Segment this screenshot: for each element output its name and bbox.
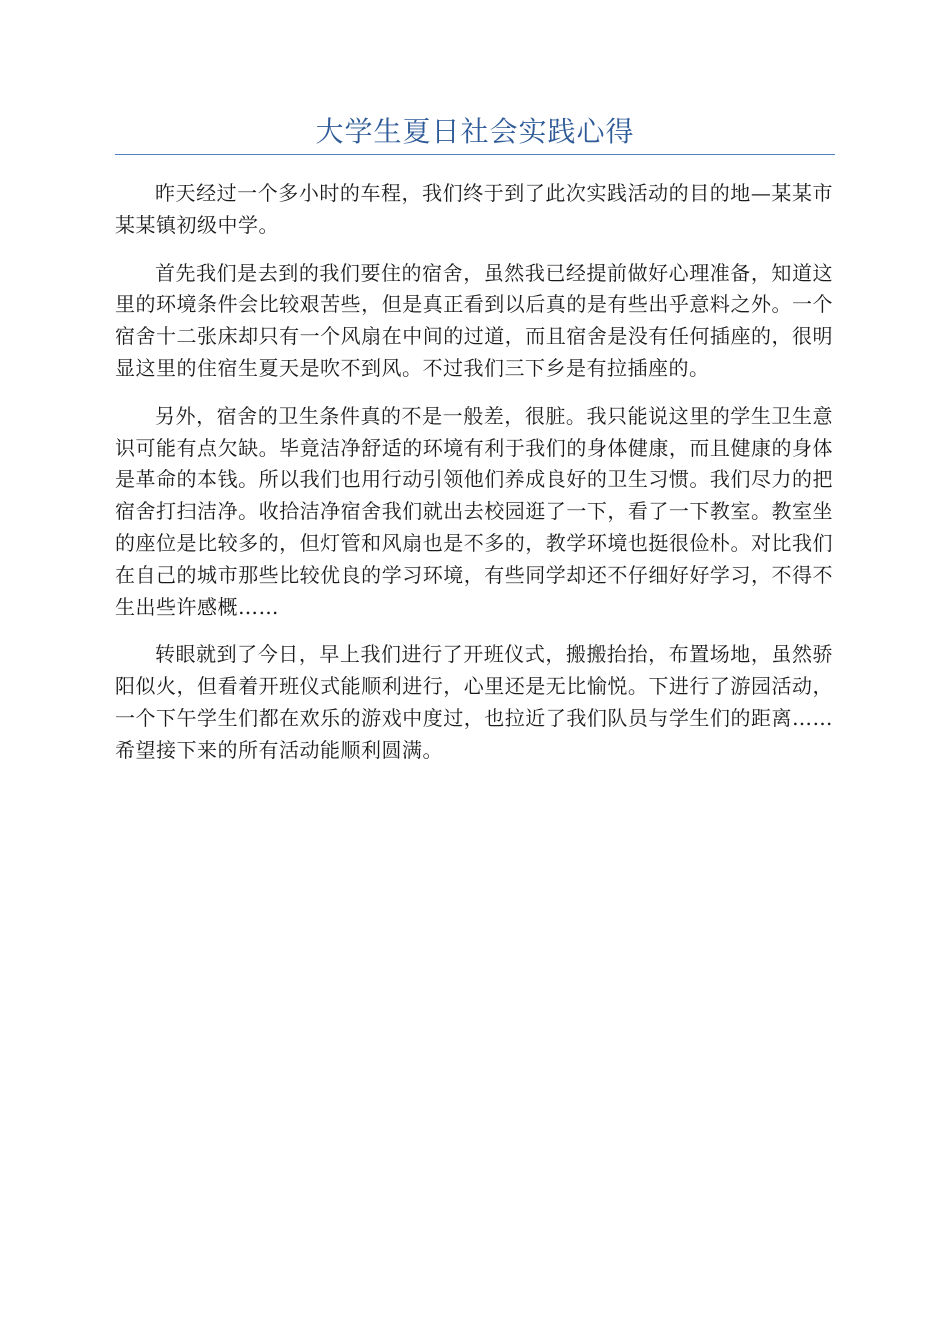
paragraph-1: 昨天经过一个多小时的车程，我们终于到了此次实践活动的目的地—某某市某某镇初级中学。 — [115, 181, 833, 237]
paragraph-4: 转眼就到了今日，早上我们进行了开班仪式，搬搬抬抬，布置场地，虽然骄阳似火，但看着开班仪式能顺利进行，心里还是无比愉悦。下进行了游园活动，一个下午学生们都在欢乐的游戏中度过，也拉近了我们队员与学生们的距离……希望接下来的所有活动能顺利圆满。 — [115, 642, 833, 762]
document-body — [115, 178, 833, 783]
paragraph-2: 首先我们是去到的我们要住的宿舍，虽然我已经提前做好心理准备，知道这里的环境条件会比较艰苦些，但是真正看到以后真的是有些出乎意料之外。一个宿舍十二张床却只有一个风扇在中间的过道，而且宿舍是没有任何插座的，很明显这里的住宿生夏天是吹不到风。不过我们三下乡是有拉插座的。 — [115, 260, 833, 380]
paragraph-3: 另外，宿舍的卫生条件真的不是一般差，很脏。我只能说这里的学生卫生意识可能有点欠缺。毕竟洁净舒适的环境有利于我们的身体健康，而且健康的身体是革命的本钱。所以我们也用行动引领他们养成良好的卫生习惯。我们尽力的把宿舍打扫洁净。收拾洁净宿舍我们就出去校园逛了一下，看了一下教室。教室坐的座位是比较多的，但灯管和风扇也是不多的，教学环境也挺很俭朴。对比我们在自己的城市那些比较优良的学习环境，有些同学却还不仔细好好学习，不得不生出些许感概…… — [115, 403, 833, 619]
document-title: 大学生夏日社会实践心得 — [315, 115, 635, 148]
title-underline — [115, 154, 835, 155]
